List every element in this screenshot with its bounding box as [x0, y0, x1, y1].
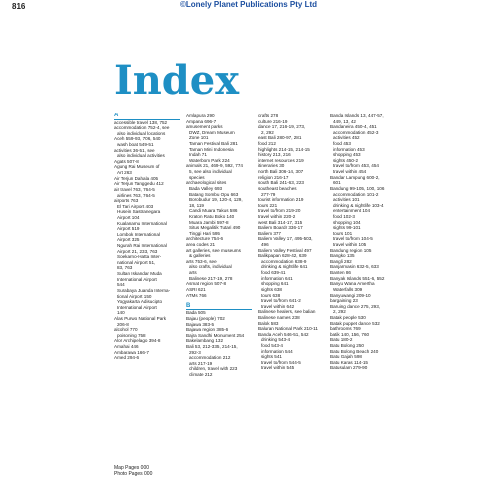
index-entry: dance 17, 216-19, 273, [258, 124, 306, 130]
index-entry: batik 140, 156, 760 [330, 331, 370, 337]
index-entry: alcohol 770 [114, 327, 138, 333]
index-title: Index [114, 57, 240, 104]
index-entry: accommodation 452-3 [333, 129, 379, 135]
index-entry: south Bali 241-63, 223 [258, 180, 304, 186]
index-entry: also crafts, individual [189, 264, 232, 270]
index-entry: Bajra Sandhi Monument 254 [186, 332, 245, 338]
index-entry: sights 99-101 [333, 225, 361, 231]
index-entry: air travel 763, 764-5 [114, 186, 155, 192]
index-entry: west Bali 314-17, 315 [258, 219, 303, 225]
index-entry: Banjarmasin 632-5, 633 [330, 264, 379, 270]
index-column-4 [330, 113, 396, 371]
index-entry: 496 [261, 242, 269, 248]
index-entry: shopping 104 [333, 219, 361, 225]
index-entry: Bakelambang 132 [186, 338, 224, 344]
index-entry: crafts 278 [258, 113, 279, 118]
index-entry: Batu Gajah 598 [330, 354, 362, 360]
index-entry: Baliem Boardr 336-17 [258, 225, 303, 231]
index-entry: Waterbom Park 224 [189, 157, 230, 163]
index-entry: Sultan Iskandar Muda [117, 271, 162, 277]
index-entry: drinking 543-4 [261, 337, 291, 343]
index-entry: Agung Rai Museum of [114, 164, 160, 170]
index-entry: food 453 [333, 141, 351, 147]
index-entry: Alor Archipelago 394-8 [114, 338, 161, 344]
page-number: 816 [12, 2, 26, 11]
index-entry: Bajau (people) 702 [186, 315, 225, 321]
index-entry: Airport 104 [117, 214, 140, 220]
index-entry: travel within 545 [261, 365, 295, 371]
index-entry: entertainment 104 [333, 208, 371, 214]
index-entry: Amlapura 290 [186, 113, 215, 118]
index-entry: Airport 519 [117, 226, 140, 232]
index-entry: Bandaneira 450-4, 451 [330, 124, 377, 130]
index-entry: Batak puppet dance 532 [330, 320, 380, 326]
index-entry: Art 263 [117, 170, 132, 176]
index-entry: food 212 [258, 141, 276, 147]
index-entry: Baruing dance 275, 293, [330, 303, 381, 309]
index-entry: Husein Sastranegara [117, 209, 161, 215]
index-entry: travel to/from 219-20 [258, 208, 301, 214]
index-entry: accommodation 101-2 [333, 191, 379, 197]
index-entry: Bangli 282 [330, 258, 352, 264]
index-entry: activities 452 [333, 135, 360, 141]
index-entry: also individual locations [117, 130, 166, 136]
index-entry: north Bali 306-14, 307 [258, 169, 304, 175]
index-entry: Candi Muara Takus 586 [189, 208, 238, 214]
index-entry: Bajawa region 385-6 [186, 327, 229, 333]
index-entry: Bandar Lampung 600-2, [330, 174, 380, 180]
index-entry: Lombok International [117, 231, 160, 237]
index-entry: accommodation 638-9 [261, 258, 307, 264]
index-entry: Batusulam 279-90 [330, 365, 368, 371]
index-entry: Airport 325 [117, 237, 140, 243]
index-entry: Banyak Islands 551-6, 552 [330, 275, 385, 281]
index-entry: Balinese 217-19, 278 [189, 275, 233, 281]
index-entry: shopping 453 [333, 152, 361, 158]
index-entry: Air Terjun Tanggedu 412 [114, 181, 164, 187]
index-entry: travel to/from 453, 454 [333, 163, 379, 169]
index-entry: history 213, 216 [258, 152, 291, 158]
index-entry: bargaining 23 [330, 298, 358, 304]
index-letter-heading: B [186, 304, 252, 311]
index-entry: drinking & nightlife 103-4 [333, 202, 384, 208]
index-entry: Muara Jambi 597-8 [189, 219, 229, 225]
index-entry: Ngurah Rai International [117, 243, 167, 249]
index-entry: 449, 13, 42 [333, 118, 356, 124]
index-entry: sights 638 [261, 286, 282, 292]
index-entry: species [189, 174, 205, 180]
index-column-2 [186, 113, 252, 378]
index-entry: itineraries 30 [258, 163, 285, 169]
index-entry: 140 [117, 310, 125, 316]
index-entry: DWZ, Dream Museum [189, 129, 235, 135]
index-entry: children, travel with 223 [189, 366, 238, 372]
index-entry: activities 101 [333, 197, 360, 203]
index-entry: Bali 53, 212-335, 214-15, [186, 343, 238, 349]
index-entry: tours 638 [261, 292, 281, 298]
index-entry: Bandung region 105 [330, 247, 372, 253]
index-entry: Air Terjun Dahala 405 [114, 175, 159, 181]
index-entry: 2, 292 [333, 309, 346, 315]
index-entry: animals 21, 469-9, 592, 774 [186, 163, 243, 169]
index-entry: accommodation 752-4, see [114, 125, 170, 131]
index-entry: sights 541 [261, 354, 282, 360]
index-entry: food 543-4 [261, 342, 283, 348]
index-entry: El Tari Airport 403 [117, 203, 154, 209]
index-entry: 277-79 [261, 191, 276, 197]
index-entry: Asmat region 507-8 [186, 281, 227, 287]
index-entry: 544 [117, 282, 125, 288]
index-entry: east Bali 280-97, 281 [258, 135, 302, 141]
index-entry: Borobudur 19, 120-4, 129, [189, 197, 243, 203]
index-entry: Batak people 530 [330, 314, 366, 320]
index-entry: Bada Valley 693 [189, 185, 223, 191]
index-entry: bathrooms 769 [330, 326, 361, 332]
index-entry: Banda Islands 13, 447-57, [330, 113, 384, 118]
index-entry: travel to/from 544-5 [261, 359, 301, 365]
index-entry: ATMs 766 [186, 292, 207, 298]
index-entry: travel to/from 104-5 [333, 236, 373, 242]
index-entry: Banten 86 [330, 270, 351, 276]
index-entry: information 453 [333, 146, 365, 152]
index-entry: Balok 583 [258, 320, 279, 326]
index-entry: 292-3 [189, 349, 201, 355]
index-entry: Balikpapan 628-42, 639 [258, 253, 307, 259]
index-entry: culture 216-19 [258, 118, 288, 124]
index-entry: Amed 294-6 [114, 355, 140, 361]
index-entry: Taman Festival Bali 281 [189, 141, 238, 147]
index-entry: Batu Bolong Beach 240 [330, 348, 379, 354]
index-entry: travel within 454 [333, 169, 367, 175]
index-entry: food 102-3 [333, 213, 355, 219]
index-entry: 206-8 [117, 321, 129, 327]
index-entry: 2, 292 [261, 129, 274, 135]
index-entry: travel within 642 [261, 303, 295, 309]
index-entry: 18, 119 [189, 202, 204, 208]
index-entry: arts 753-6, see [186, 258, 217, 264]
index-entry: shopping 641 [261, 281, 289, 287]
index-entry: Ampana 696-7 [186, 118, 217, 124]
index-entry: Bajawa 383-5 [186, 321, 215, 327]
index-column-3 [258, 113, 324, 371]
index-entry: highlights 214-15, 214-15 [258, 146, 310, 152]
index-entry: International Airport [117, 304, 157, 310]
index-entry: accommodation 212 [189, 355, 231, 361]
index-entry: Bada 505 [186, 310, 206, 316]
index-entry: Yogyakarta Adisucipto [117, 299, 163, 305]
index-entry: Aceh 559-93, 706, 540 [114, 136, 161, 142]
index-entry: Banyuwangi 209-10 [330, 292, 371, 298]
map-pages-label: Map Pages 000 [114, 465, 150, 471]
index-entry: wash boat 549-51 [117, 142, 154, 148]
index-entry: religion 216-17 [258, 174, 289, 180]
index-entry: sights 450-2 [333, 157, 359, 163]
index-entry: Batu Bolong 250 [330, 342, 364, 348]
index-entry: Kraton Ratu Boko 140 [189, 213, 235, 219]
index-entry: travel within 105 [333, 242, 367, 248]
index-entry: travel within 220-2 [258, 213, 296, 219]
index-entry: Batang Sombu Opu 663 [189, 191, 239, 197]
index-entry: Waterfalls 309 [333, 286, 363, 292]
index-entry: national Airport 51, [117, 259, 156, 265]
index-entry: also individual activities [117, 153, 165, 159]
index-entry: Soekarno-Hatta Inter- [117, 254, 162, 260]
index-entry: information 641 [261, 275, 293, 281]
index-entry: Baliem Valley 17, 495-503, [258, 236, 313, 242]
index-entry: activities 36-51, see [114, 147, 155, 153]
index-entry: Ambarawa 166-7 [114, 349, 149, 355]
index-entry: Kualanamu International [117, 220, 167, 226]
map-photo-key [114, 465, 152, 477]
index-entry: arts 217-19 [189, 360, 213, 366]
index-letter-heading: A [114, 113, 180, 120]
index-entry: Balinese names 238 [258, 314, 300, 320]
photo-pages-label: Photo Pages 000 [114, 471, 153, 477]
index-entry: southeast beaches [258, 185, 297, 191]
index-entry: accessible travel 138, 752 [114, 119, 168, 125]
index-entry: Batu Karas 114-15 [330, 359, 368, 365]
index-entry: Indah 71 [189, 152, 207, 158]
index-entry: International Airport [117, 276, 157, 282]
index-entry: airlines 763, 764-5 [117, 192, 155, 198]
index-entry: drinking & nightlife 641 [261, 264, 308, 270]
index-entry: food 639-41 [261, 270, 286, 276]
index-entry: Batu 180-2 [330, 337, 353, 343]
index-entry: tional Airport 150 [117, 293, 152, 299]
index-entry: Surabaya Juanda Interna- [117, 287, 171, 293]
index-entry: architecture 754-6 [186, 236, 224, 242]
index-entry: Tinggi Hari 595 [189, 230, 220, 236]
index-entry: Bandung 99-105, 100, 106 [330, 185, 385, 191]
index-entry: Alas Purwo National Park [114, 315, 167, 321]
index-entry: 83, 763 [117, 265, 133, 271]
index-entry: ASRI 621 [186, 286, 206, 292]
index-entry: Bangko 135 [330, 253, 355, 259]
index-entry: Amahai 446 [114, 343, 139, 349]
index-entry: Baliem 377 [258, 230, 281, 236]
index-entry: tours 101 [333, 230, 353, 236]
index-entry: archaeological sites [186, 180, 227, 186]
index-entry: Agats 507-8 [114, 158, 139, 164]
index-entry: Banyu Wana Amertha [330, 281, 375, 287]
index-entry: internet resources 219 [258, 157, 304, 163]
index-entry: Zone 101 [189, 135, 209, 141]
index-entry: Airport 21, 233, 763 [117, 248, 158, 254]
index-entry: tours 221 [258, 202, 278, 208]
index-column-1 [114, 113, 180, 361]
index-entry: arts [189, 270, 197, 276]
index-entry: 5, see also individual [189, 169, 232, 175]
index-entry: 601 [333, 180, 341, 186]
index-entry: Baliem Valley Festival 497 [258, 247, 312, 253]
index-entry: airports 763 [114, 198, 139, 204]
index-entry: poisoning 758 [117, 332, 146, 338]
index-entry: area codes 21 [186, 242, 216, 248]
index-entry: climate 212 [189, 372, 213, 378]
index-entry: Banda Aceh 546-51, 542 [258, 331, 309, 337]
index-entry: Balinese healers, see balian [258, 309, 316, 315]
index-entry: art galleries, see museums [186, 247, 241, 253]
index-entry: Baluran National Park 210-11 [258, 326, 318, 332]
index-entry: & galleries [189, 253, 211, 259]
index-entry: amusement parks [186, 124, 223, 130]
index-entry: tourist information 219 [258, 197, 304, 203]
index-entry: information 544 [261, 348, 293, 354]
index-entry: travel to/from 641-2 [261, 298, 301, 304]
index-entry: Taman Mini Indonesia [189, 146, 234, 152]
index-entry: Situs Megalitik Tutari 490 [189, 225, 241, 231]
publisher-credit: ©Lonely Planet Publications Pty Ltd [180, 0, 318, 9]
